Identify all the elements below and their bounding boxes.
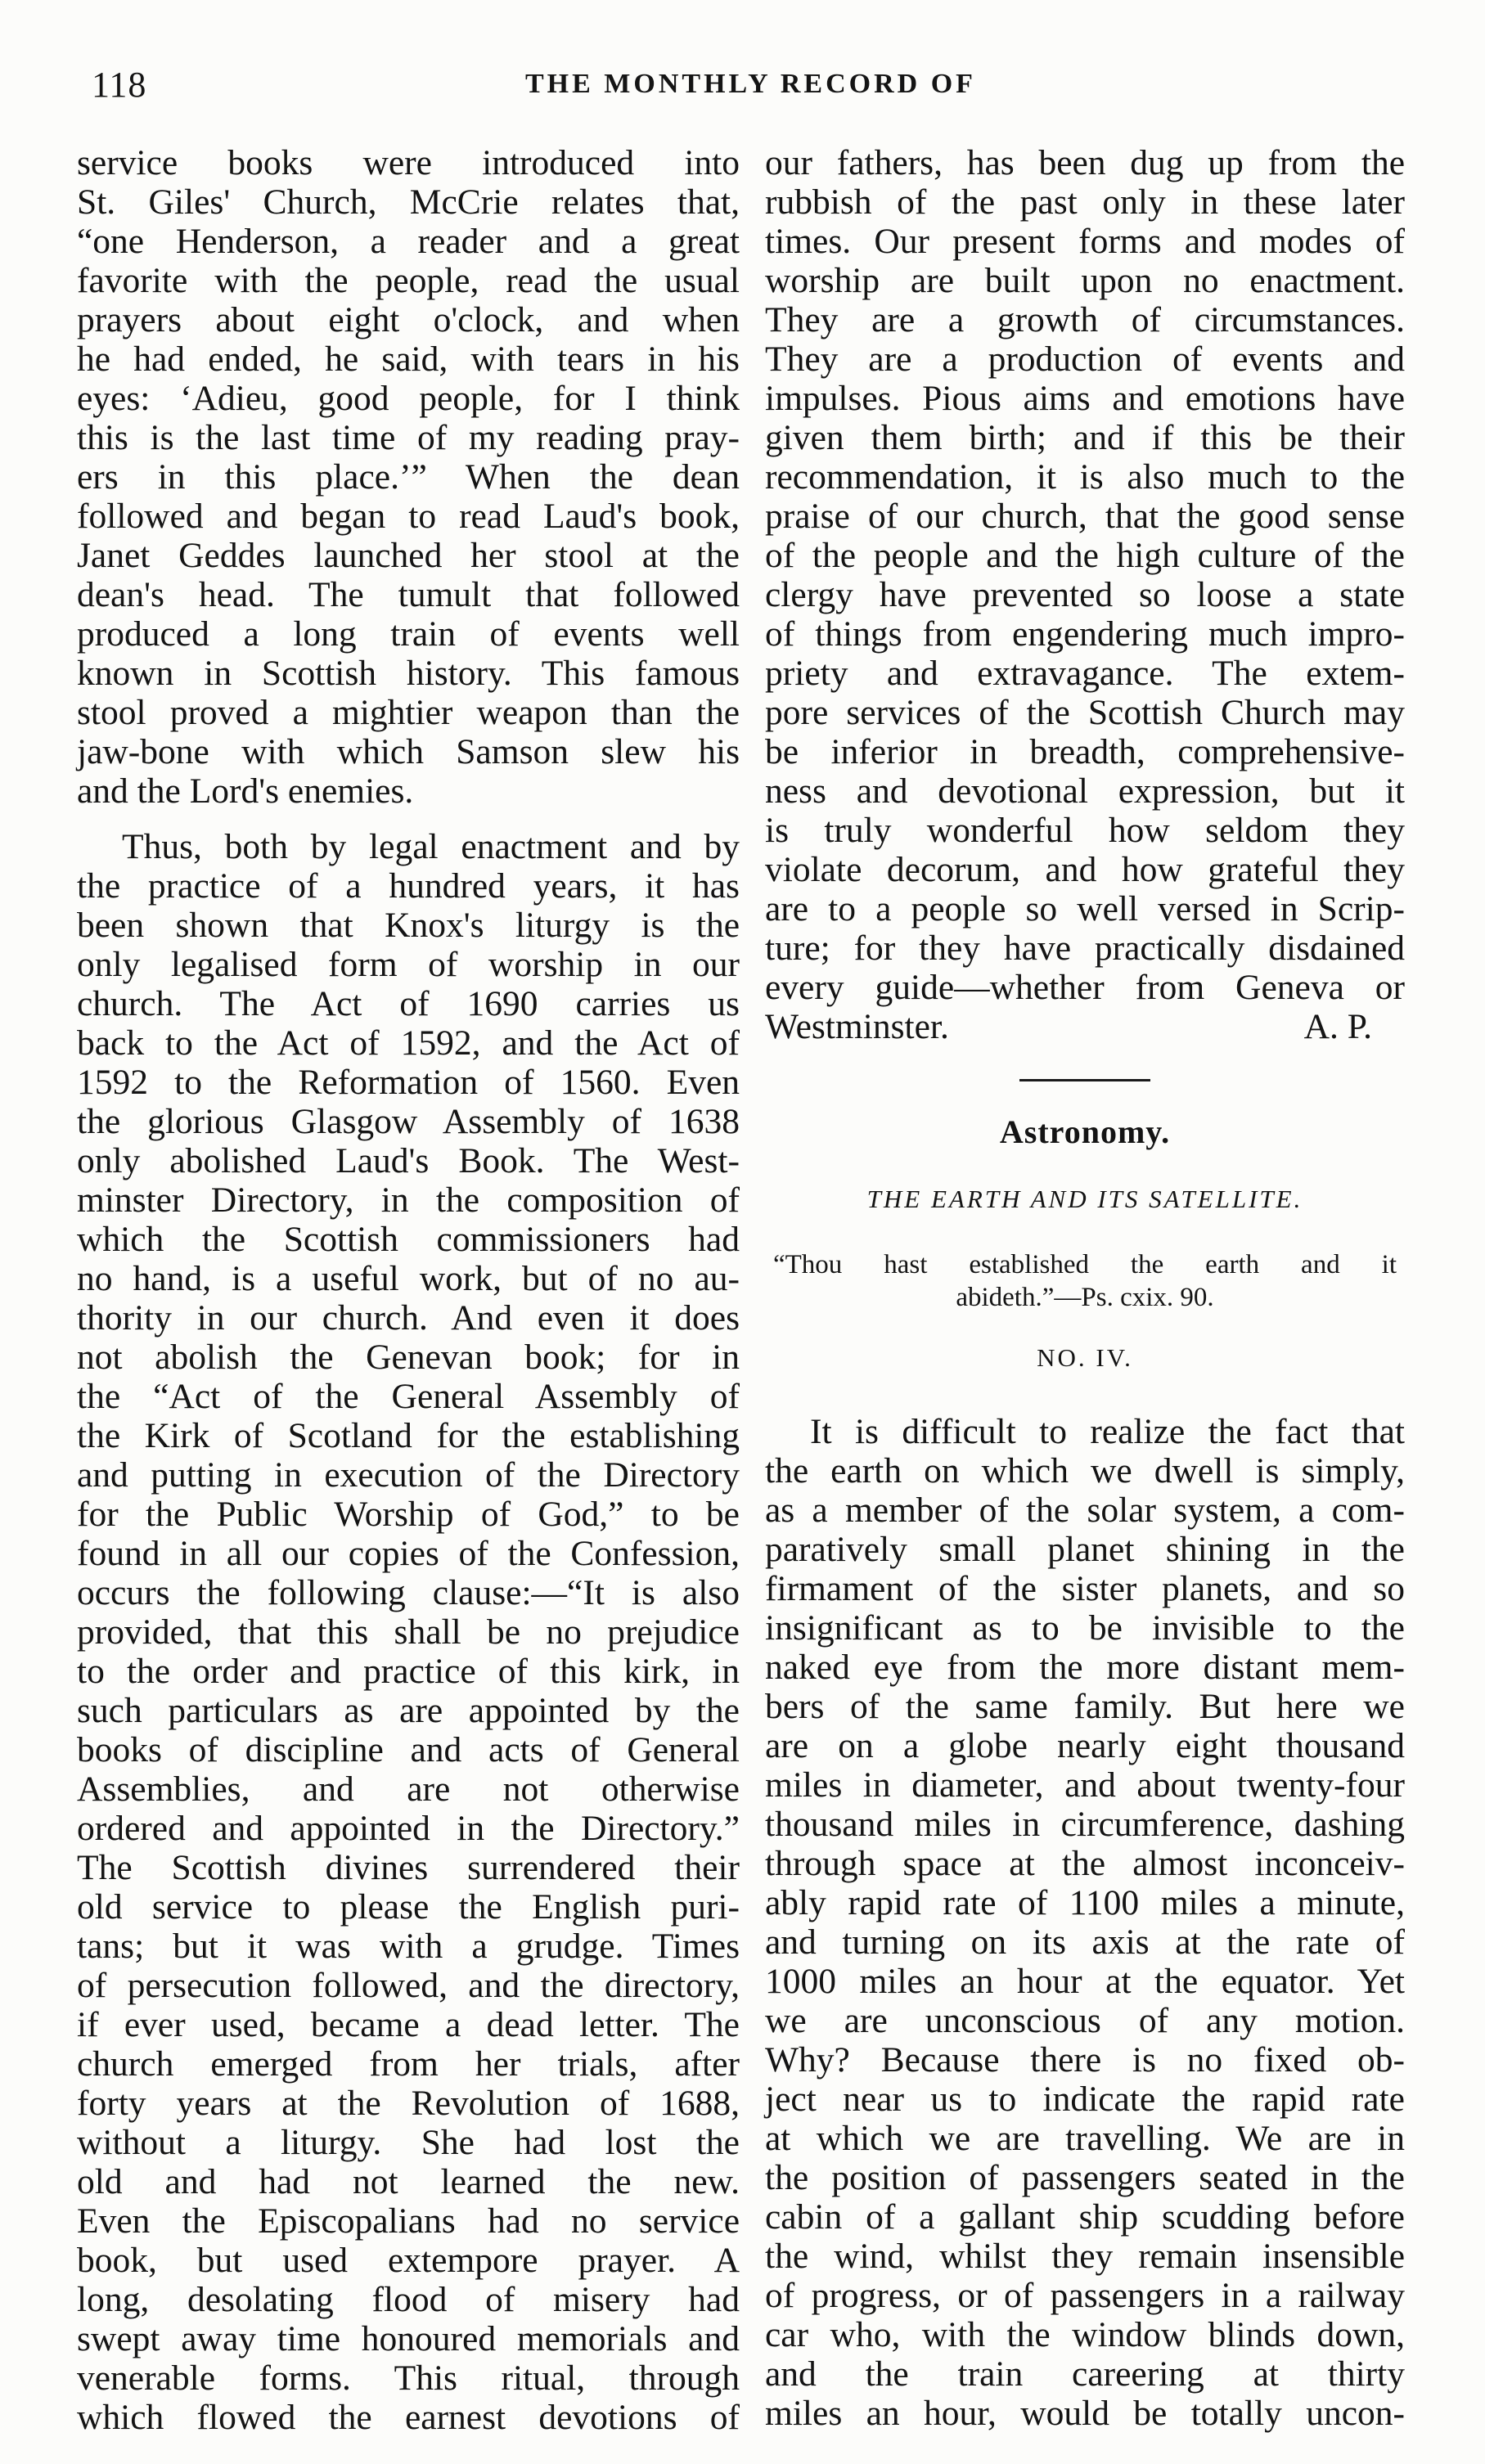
text-line: books of discipline and acts of General bbox=[77, 1730, 740, 1769]
text-line: It is difficult to realize the fact that bbox=[810, 1412, 1405, 1451]
text-line: cabin of a gallant ship scudding before bbox=[765, 2197, 1405, 2237]
text-line: given them birth; and if this be their bbox=[765, 418, 1405, 457]
text-line: Assemblies, and are not otherwise bbox=[77, 1769, 740, 1809]
text-line: pore services of the Scottish Church may bbox=[765, 693, 1405, 732]
text-line: “one Henderson, a reader and a great bbox=[77, 222, 740, 261]
text-line: minster Directory, in the composition of bbox=[77, 1180, 740, 1220]
text-line: back to the Act of 1592, and the Act of bbox=[77, 1023, 740, 1063]
text-line: ers in this place.’” When the dean bbox=[77, 457, 740, 497]
text-line: impulses. Pious aims and emotions have bbox=[765, 379, 1405, 418]
text-line: to the order and practice of this kirk, in bbox=[77, 1652, 740, 1691]
text-line: and putting in execution of the Directory bbox=[77, 1455, 740, 1495]
text-line: the position of passengers seated in the bbox=[765, 2158, 1405, 2197]
text-line: for the Public Worship of God,” to be bbox=[77, 1495, 740, 1534]
text-line: Why? Because there is no fixed ob- bbox=[765, 2040, 1405, 2080]
text-line: of progress, or of passengers in a railway bbox=[765, 2276, 1405, 2315]
paragraph bbox=[77, 827, 740, 2437]
text-line: through space at the almost inconceiv- bbox=[765, 1844, 1405, 1883]
text-line: thousand miles in circumference, dashing bbox=[765, 1805, 1405, 1844]
text-line: firmament of the sister planets, and so bbox=[765, 1569, 1405, 1608]
text-line: times. Our present forms and modes of bbox=[765, 222, 1405, 261]
text-line: They are a growth of circumstances. bbox=[765, 300, 1405, 339]
text-line: the “Act of the General Assembly of bbox=[77, 1377, 740, 1416]
text-line: jaw-bone with which Samson slew his bbox=[77, 732, 740, 771]
text-line: our fathers, has been dug up from the bbox=[765, 143, 1405, 182]
text-line: thority in our church. And even it does bbox=[77, 1298, 740, 1338]
text-line: dean's head. The tumult that followed bbox=[77, 575, 740, 614]
text-line: “Thou hast established the earth and it bbox=[773, 1250, 1397, 1279]
text-line: book, but used extempore prayer. A bbox=[77, 2241, 740, 2280]
text-line: worship are built upon no enactment. bbox=[765, 261, 1405, 300]
left-column bbox=[77, 143, 740, 2437]
text-line: swept away time honoured memorials and bbox=[77, 2319, 740, 2358]
text-line: St. Giles' Church, McCrie relates that, bbox=[77, 182, 740, 222]
text-line: praise of our church, that the good sense bbox=[765, 497, 1405, 536]
text-line: he had ended, he said, with tears in his bbox=[77, 339, 740, 379]
text-line: the practice of a hundred years, it has bbox=[77, 866, 740, 906]
text-line: miles an hour, would be totally uncon- bbox=[765, 2394, 1405, 2433]
text-line: stool proved a mightier weapon than the bbox=[77, 693, 740, 732]
text-line: we are unconscious of any motion. bbox=[765, 2001, 1405, 2040]
text-line: prayers about eight o'clock, and when bbox=[77, 300, 740, 339]
text-line: ture; for they have practically disdained bbox=[765, 928, 1405, 968]
text-line: ness and devotional expression, but it bbox=[765, 771, 1405, 811]
journal-title: THE MONTHLY RECORD OF bbox=[525, 69, 976, 99]
text-line: favorite with the people, read the usual bbox=[77, 261, 740, 300]
text-line: the earth on which we dwell is simply, bbox=[765, 1451, 1405, 1491]
text-line: and the train careering at thirty bbox=[765, 2354, 1405, 2394]
text-line: of persecution followed, and the directory, bbox=[77, 1966, 740, 2005]
text-line: known in Scottish history. This famous bbox=[77, 654, 740, 693]
text-line: no hand, is a useful work, but of no au- bbox=[77, 1259, 740, 1298]
text-line: this is the last time of my reading pray- bbox=[77, 418, 740, 457]
text-line: ably rapid rate of 1100 miles a minute, bbox=[765, 1883, 1405, 1922]
text-line: provided, that this shall be no prejudice bbox=[77, 1612, 740, 1652]
text-line: found in all our copies of the Confession, bbox=[77, 1534, 740, 1573]
text-line: insignificant as to be invisible to the bbox=[765, 1608, 1405, 1648]
text-line: clergy have prevented so loose a state bbox=[765, 575, 1405, 614]
text-line: the glorious Glasgow Assembly of 1638 bbox=[77, 1102, 740, 1141]
text-line: old service to please the English puri- bbox=[77, 1887, 740, 1927]
text-line: and turning on its axis at the rate of bbox=[765, 1922, 1405, 1962]
page-number: 118 bbox=[92, 65, 147, 105]
text-line: the wind, whilst they remain insensible bbox=[765, 2237, 1405, 2276]
text-line: Even the Episcopalians had no service bbox=[77, 2201, 740, 2241]
text-line: such particulars as are appointed by the bbox=[77, 1691, 740, 1730]
text-line: bers of the same family. But here we bbox=[765, 1687, 1405, 1726]
text-line: Thus, both by legal enactment and by bbox=[122, 827, 740, 866]
text-line: old and had not learned the new. bbox=[77, 2162, 740, 2201]
paragraph bbox=[765, 143, 1405, 1007]
text-line: The Scottish divines surrendered their bbox=[77, 1848, 740, 1887]
text-line: produced a long train of events well bbox=[77, 614, 740, 654]
text-line: recommendation, it is also much to the bbox=[765, 457, 1405, 497]
text-line: occurs the following clause:—“It is also bbox=[77, 1573, 740, 1612]
text-line: been shown that Knox's liturgy is the bbox=[77, 906, 740, 945]
text-line: car who, with the window blinds down, bbox=[765, 2315, 1405, 2354]
text-line: venerable forms. This ritual, through bbox=[77, 2358, 740, 2398]
section-heading: Astronomy. bbox=[999, 1113, 1171, 1150]
text-line: of things from engendering much impro- bbox=[765, 614, 1405, 654]
text-line: is truly wonderful how seldom they bbox=[765, 811, 1405, 850]
text-line: naked eye from the more distant mem- bbox=[765, 1648, 1405, 1687]
signature-line bbox=[765, 1007, 1405, 1046]
text-line: service books were introduced into bbox=[77, 143, 740, 182]
signature-place: Westminster. bbox=[765, 1007, 949, 1046]
text-line: only abolished Laud's Book. The West- bbox=[77, 1141, 740, 1180]
text-line: of the people and the high culture of the bbox=[765, 536, 1405, 575]
text-line: They are a production of events and bbox=[765, 339, 1405, 379]
section-divider bbox=[1019, 1079, 1150, 1081]
article-title: THE EARTH AND ITS SATELLITE. bbox=[866, 1185, 1303, 1213]
text-line: and the Lord's enemies. bbox=[77, 771, 414, 811]
paragraph bbox=[765, 1412, 1405, 2433]
text-line: 1000 miles an hour at the equator. Yet bbox=[765, 1962, 1405, 2001]
text-line: church emerged from her trials, after bbox=[77, 2044, 740, 2084]
text-line: only legalised form of worship in our bbox=[77, 945, 740, 984]
text-line: 1592 to the Reformation of 1560. Even bbox=[77, 1063, 740, 1102]
text-line: every guide—whether from Geneva or bbox=[765, 968, 1405, 1007]
text-line: forty years at the Revolution of 1688, bbox=[77, 2084, 740, 2123]
text-line: miles in diameter, and about twenty-four bbox=[765, 1765, 1405, 1805]
text-line: not abolish the Genevan book; for in bbox=[77, 1338, 740, 1377]
text-line: priety and extravagance. The extem- bbox=[765, 654, 1405, 693]
text-line: as a member of the solar system, a com- bbox=[765, 1491, 1405, 1530]
text-line: are to a people so well versed in Scrip- bbox=[765, 889, 1405, 928]
text-line: paratively small planet shining in the bbox=[765, 1530, 1405, 1569]
right-column bbox=[765, 143, 1405, 2433]
text-line: Janet Geddes launched her stool at the bbox=[77, 536, 740, 575]
text-line: followed and began to read Laud's book, bbox=[77, 497, 740, 536]
text-line: without a liturgy. She had lost the bbox=[77, 2123, 740, 2162]
text-line: tans; but it was with a grudge. Times bbox=[77, 1927, 740, 1966]
running-header bbox=[92, 64, 1401, 113]
text-line: violate decorum, and how grateful they bbox=[765, 850, 1405, 889]
text-line: abideth.”—Ps. cxix. 90. bbox=[956, 1283, 1214, 1312]
author-initials: A. P. bbox=[1303, 1007, 1372, 1046]
paragraph bbox=[77, 143, 740, 811]
text-line: the Kirk of Scotland for the establishing bbox=[77, 1416, 740, 1455]
text-line: ordered and appointed in the Directory.” bbox=[77, 1809, 740, 1848]
text-line: ject near us to indicate the rapid rate bbox=[765, 2080, 1405, 2119]
epigraph bbox=[773, 1248, 1397, 1314]
text-line: rubbish of the past only in these later bbox=[765, 182, 1405, 222]
text-line: which flowed the earnest devotions of bbox=[77, 2398, 740, 2437]
text-line: if ever used, became a dead letter. The bbox=[77, 2005, 740, 2044]
installment-number: NO. IV. bbox=[1037, 1343, 1133, 1372]
text-line: which the Scottish commissioners had bbox=[77, 1220, 740, 1259]
text-line: church. The Act of 1690 carries us bbox=[77, 984, 740, 1023]
text-line: be inferior in breadth, comprehensive- bbox=[765, 732, 1405, 771]
text-line: long, desolating flood of misery had bbox=[77, 2280, 740, 2319]
text-line: at which we are travelling. We are in bbox=[765, 2119, 1405, 2158]
text-line: eyes: ‘Adieu, good people, for I think bbox=[77, 379, 740, 418]
text-line: are on a globe nearly eight thousand bbox=[765, 1726, 1405, 1765]
